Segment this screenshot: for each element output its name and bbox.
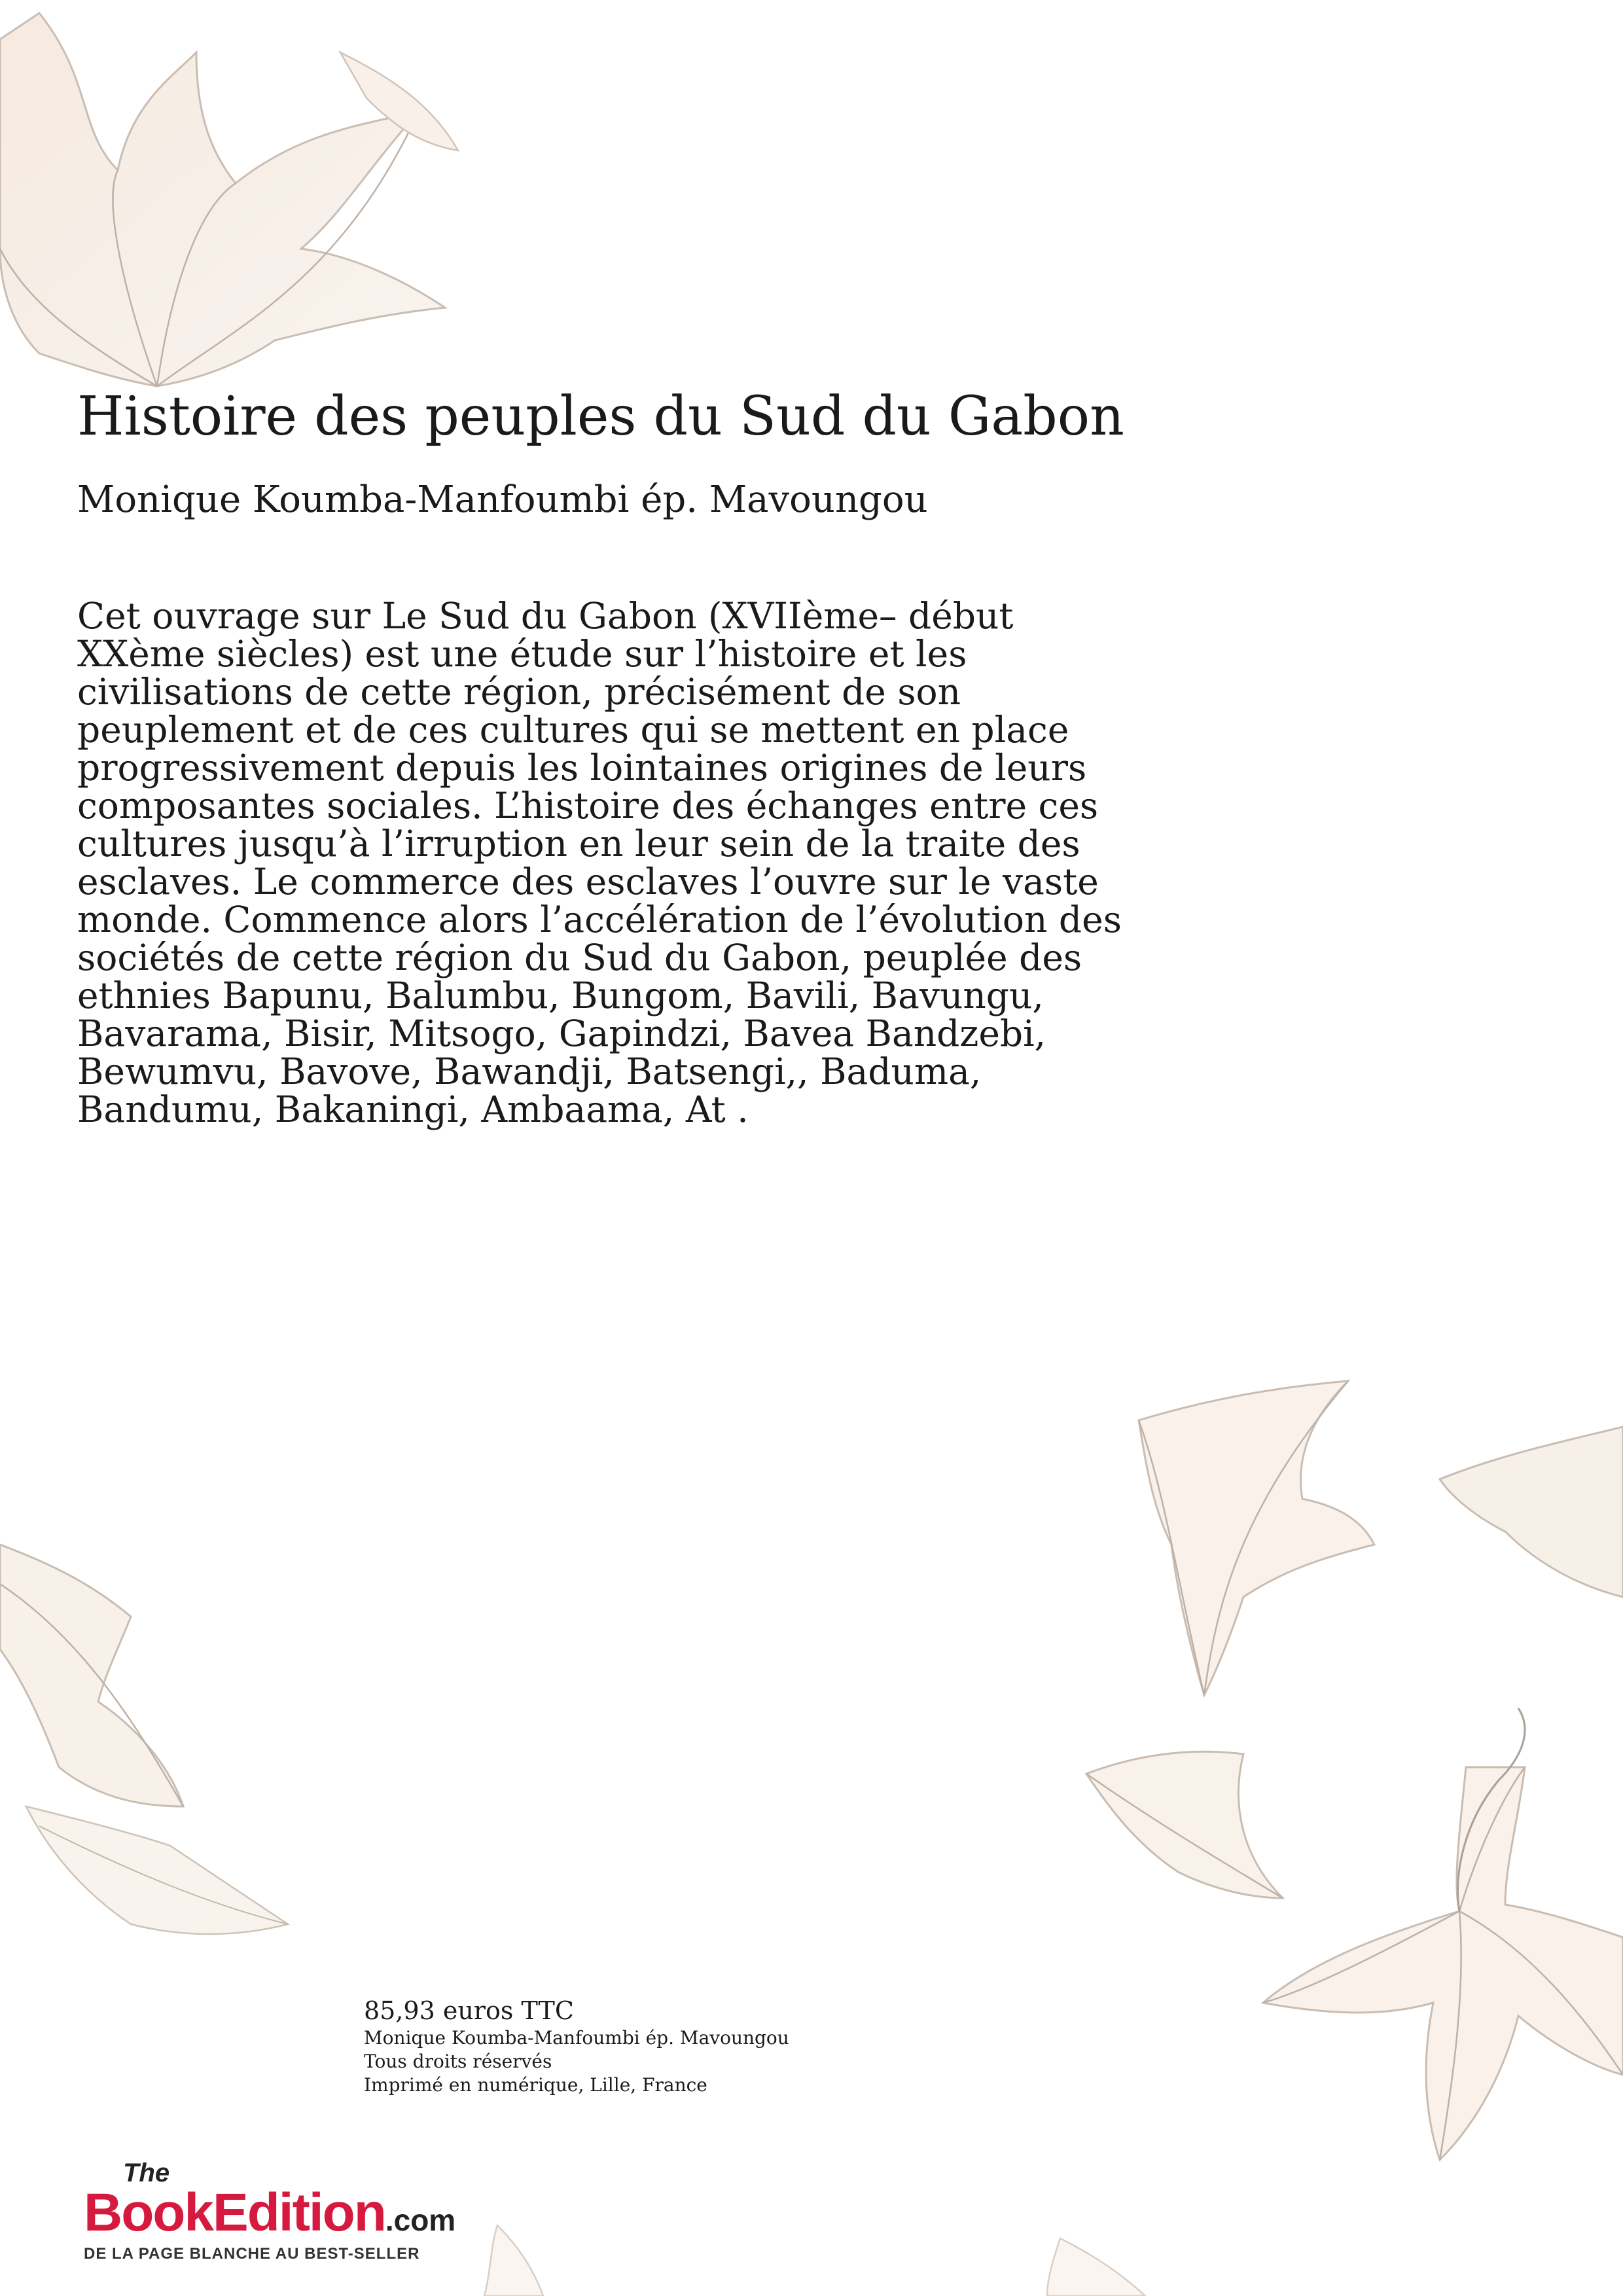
blurb-line: Bewumvu, Bavove, Bawandji, Batsengi,, Baduma,: [77, 1050, 982, 1092]
blurb-line: civilisations de cette région, précisément de son: [77, 671, 961, 713]
leaf-right-middle: [1139, 1381, 1623, 1695]
colophon-author: Monique Koumba-Manfoumbi ép. Mavoungou: [364, 2026, 789, 2049]
blurb-line: Bavarama, Bisir, Mitsogo, Gapindzi, Bavea Bandzebi,: [77, 1013, 1046, 1054]
blurb-line: XXème siècles) est une étude sur l’histoire et les: [77, 633, 967, 675]
blurb-line: Bandumu, Bakaningi, Ambaama, At .: [77, 1088, 749, 1130]
book-blurb: [77, 597, 1255, 1128]
blurb-line: progressivement depuis les lointaines origines de leurs: [77, 747, 1087, 789]
book-author: Monique Koumba-Manfoumbi ép. Mavoungou: [77, 478, 928, 521]
logo-brand-name: BookEdition: [84, 2183, 385, 2242]
logo-brand: [84, 2183, 456, 2242]
publisher-logo: [84, 2160, 455, 2263]
logo-the: The: [123, 2159, 170, 2187]
logo-tagline: DE LA PAGE BLANCHE AU BEST-SELLER: [84, 2245, 420, 2263]
blurb-line: cultures jusqu’à l’irruption en leur sein de la traite des: [77, 823, 1080, 865]
blurb-line: monde. Commence alors l’accélération de l’évolution des: [77, 899, 1122, 941]
rights-notice: Tous droits réservés: [364, 2050, 552, 2072]
blurb-line: Cet ouvrage sur Le Sud du Gabon (XVIIème– début: [77, 595, 1014, 637]
blurb-line: peuplement et de ces cultures qui se mettent en place: [77, 709, 1069, 751]
blurb-line: composantes sociales. L’histoire des échanges entre ces: [77, 785, 1099, 827]
leaf-top-left: [0, 13, 458, 386]
blurb-line: sociétés de cette région du Sud du Gabon, peuplée des: [77, 937, 1082, 978]
leaf-bottom: [484, 2225, 1145, 2296]
blurb-line: ethnies Bapunu, Balumbu, Bungom, Bavili, Bavungu,: [77, 975, 1044, 1016]
logo-domain: .com: [385, 2203, 456, 2237]
print-location: Imprimé en numérique, Lille, France: [364, 2074, 707, 2096]
leaf-right-lower: [1086, 1708, 1623, 2160]
book-title: Histoire des peuples du Sud du Gabon: [77, 386, 1124, 448]
blurb-line: esclaves. Le commerce des esclaves l’ouvre sur le vaste: [77, 861, 1099, 903]
price: 85,93 euros TTC: [364, 1996, 574, 2025]
colophon: [364, 1996, 789, 2098]
leaf-left-lower: [0, 1545, 288, 1934]
